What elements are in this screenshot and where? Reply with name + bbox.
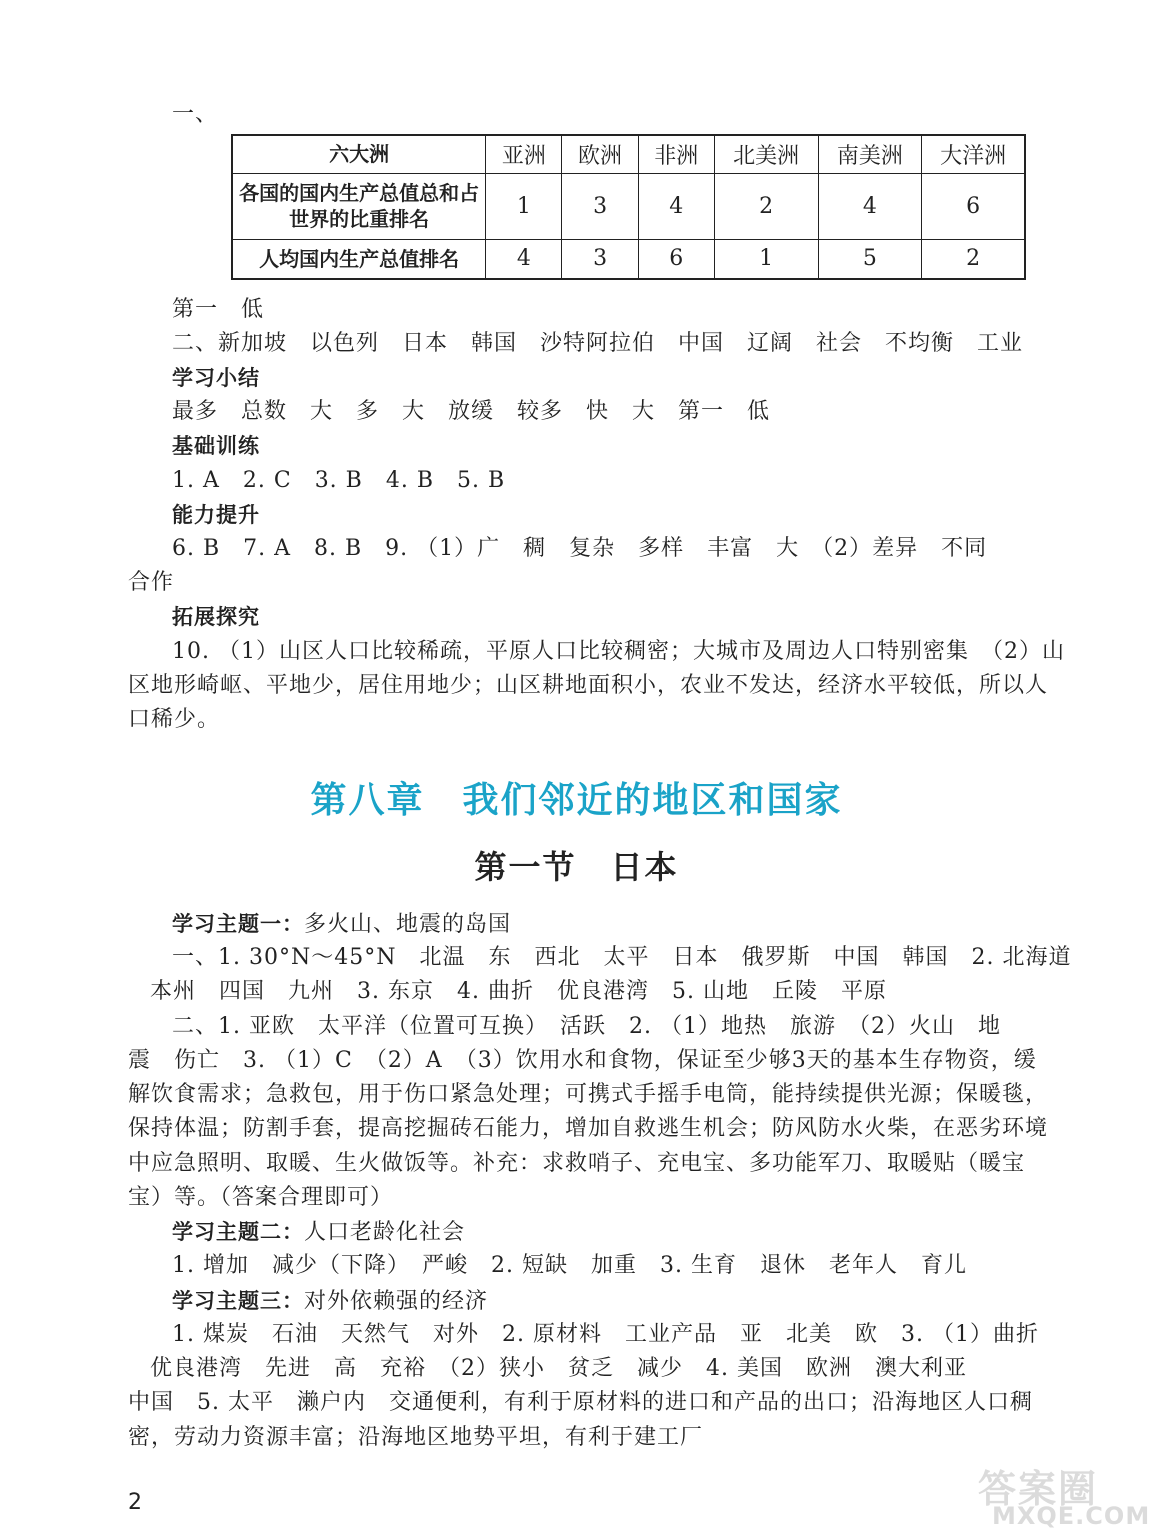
answer-line: 1. 增加 减少（下降） 严峻 2. 短缺 加重 3. 生育 退休 老年人 育儿 (172, 1253, 967, 1278)
answer-line: 二、1. 亚欧 太平洋（位置可互换） 活跃 2. （1）地热 旅游 （2）火山 地 (172, 1014, 1001, 1039)
answer-line: 1. A 2. C 3. B 4. B 5. B (172, 468, 506, 493)
watermark-url: MXQE.COM (992, 1502, 1151, 1530)
answer-line: 1. 煤炭 石油 天然气 对外 2. 原材料 工业产品 亚 北美 欧 3. （1）曲折 (172, 1322, 1039, 1347)
table-cell: 6 (922, 173, 1025, 239)
answer-line: 区地形崎岖、平地少，居住用地少；山区耕地面积小，农业不发达，经济水平较低，所以人 (128, 673, 1049, 698)
table-header-cell: 大洋洲 (922, 135, 1025, 173)
table-header-cell: 六大洲 (232, 135, 486, 173)
answer-line: 二、新加坡 以色列 日本 韩国 沙特阿拉伯 中国 辽阔 社会 不均衡 工业 (172, 331, 1024, 356)
answer-line: 一、1. 30°N～45°N 北温 东 西北 太平 日本 俄罗斯 中国 韩国 2. 北海道 (172, 945, 1072, 970)
chapter-title: 第八章 我们邻近的地区和国家 (310, 780, 843, 821)
topic-name: 人口老龄化社会 (304, 1220, 466, 1245)
table-header-row (232, 135, 1025, 173)
table-header-cell: 北美洲 (714, 135, 818, 173)
table-cell: 3 (562, 173, 638, 239)
answer-line: 本州 四国 九州 3. 东京 4. 曲折 优良港湾 5. 山地 丘陵 平原 (150, 979, 887, 1004)
topic-name: 对外依赖强的经济 (304, 1289, 489, 1314)
page-number: 2 (128, 1490, 142, 1515)
answer-line: 中应急照明、取暖、生火做饭等。补充：求救哨子、充电宝、多功能军刀、取暖贴（暖宝 (128, 1151, 1026, 1176)
table-cell: 1 (486, 173, 562, 239)
topic-heading (172, 1217, 465, 1248)
answer-line: 解饮食需求；急救包，用于伤口紧急处理；可携式手摇手电筒，能持续提供光源；保暖毯， (128, 1082, 1049, 1107)
answer-line: 合作 (128, 570, 175, 595)
answer-line: 优良港湾 先进 高 充裕 （2）狭小 贫乏 减少 4. 美国 欧洲 澳大利亚 (150, 1356, 967, 1381)
watermark-logo (978, 1458, 1151, 1530)
topic-name: 多火山、地震的岛国 (304, 912, 512, 937)
answer-line: 密，劳动力资源丰富；沿海地区地势平坦，有利于建工厂 (128, 1425, 704, 1450)
section-title: 第一节 日本 (474, 848, 679, 886)
answer-line: 最多 总数 大 多 大 放缓 较多 快 大 第一 低 (172, 399, 771, 424)
subsection-heading: 能力提升 (172, 503, 260, 527)
subsection-heading: 学习小结 (172, 366, 260, 390)
table-row-label: 人均国内生产总值排名 (232, 239, 486, 279)
table-header-cell: 亚洲 (486, 135, 562, 173)
table-cell: 4 (818, 173, 922, 239)
table-cell: 3 (562, 239, 638, 279)
section-marker: 一、 (172, 102, 219, 127)
table-row (232, 173, 1025, 239)
table-row (232, 239, 1025, 279)
table-header-cell: 南美洲 (818, 135, 922, 173)
watermark-text: 答案圈 (978, 1467, 1099, 1511)
table-cell: 4 (486, 239, 562, 279)
table-header-cell: 非洲 (638, 135, 714, 173)
answer-line: 10. （1）山区人口比较稀疏，平原人口比较稠密；大城市及周边人口特别密集 （2）山 (172, 639, 1065, 664)
table-row-label: 各国的国内生产总值总和占世界的比重排名 (232, 173, 486, 239)
subsection-heading: 拓展探究 (172, 605, 260, 629)
table-cell: 2 (922, 239, 1025, 279)
gdp-ranking-table (231, 134, 1026, 280)
table-cell: 4 (638, 173, 714, 239)
table-cell: 1 (714, 239, 818, 279)
table-header-cell: 欧洲 (562, 135, 638, 173)
answer-line: 保持体温；防割手套，提高挖掘砖石能力，增加自救逃生机会；防风防水火柴，在恶劣环境 (128, 1116, 1049, 1141)
topic-label: 学习主题二： (172, 1220, 304, 1244)
topic-label: 学习主题三： (172, 1289, 304, 1313)
table-cell: 5 (818, 239, 922, 279)
answer-line: 口稀少。 (128, 707, 221, 732)
topic-label: 学习主题一： (172, 912, 304, 936)
answer-line: 第一 低 (172, 297, 265, 322)
subsection-heading: 基础训练 (172, 434, 260, 458)
answer-line: 宝）等。（答案合理即可） (128, 1185, 394, 1210)
table-cell: 2 (714, 173, 818, 239)
table-cell: 6 (638, 239, 714, 279)
answer-line: 震 伤亡 3. （1）C （2）A （3）饮用水和食物，保证至少够3天的基本生存物资，缓 (128, 1048, 1037, 1073)
topic-heading (172, 909, 511, 940)
topic-heading (172, 1286, 488, 1317)
answer-line: 中国 5. 太平 濑户内 交通便利，有利于原材料的进口和产品的出口；沿海地区人口稠 (128, 1390, 1033, 1415)
answer-line: 6. B 7. A 8. B 9. （1）广 稠 复杂 多样 丰富 大 （2）差异 不同 (172, 536, 988, 561)
